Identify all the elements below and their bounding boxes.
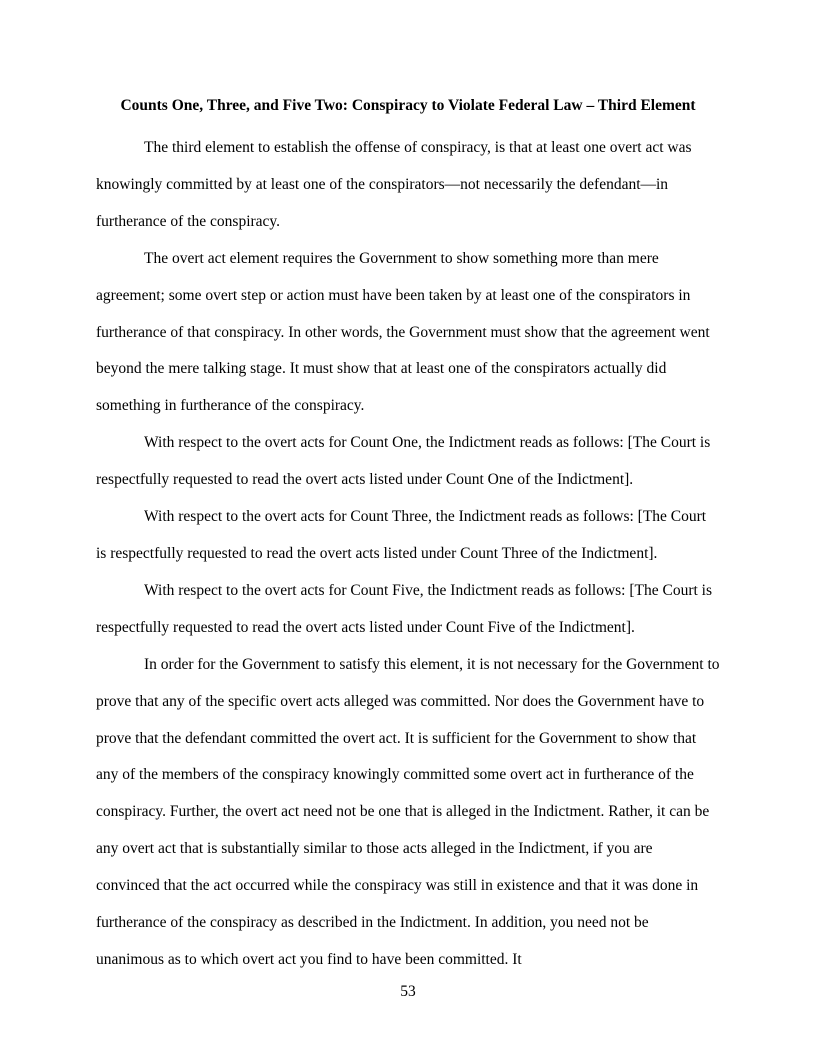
paragraph-count-three: With respect to the overt acts for Count Three, the Indictment reads as follows: [The Court is respectfully requested to read the overt acts listed under Count Three of the Indictment]. [96, 508, 707, 562]
section-heading: Counts One, Three, and Five Two: Conspiracy to Violate Federal Law – Third Element [120, 97, 696, 114]
paragraph-overt-act-requirement: The overt act element requires the Government to show something more than mere agreement; some overt step or action must have been taken by at least one of the conspirators in furtherance of that conspiracy. In other words, the Government must show that the agreement went beyond the mere talking stage. It must show that at least one of the conspirators actually did something in furtherance of the conspiracy. [96, 249, 710, 415]
paragraph-count-one: With respect to the overt acts for Count One, the Indictment reads as follows: [The Court is respectfully requested to read the overt acts listed under Count One of the Indictment]. [96, 434, 711, 489]
page-number: 53 [400, 983, 416, 1000]
paragraph-third-element: The third element to establish the offense of conspiracy, is that at least one overt act was knowingly committed by at least one of the conspirators—not necessarily the defendant—in furtherance of the conspiracy. [96, 139, 692, 230]
paragraph-count-five: With respect to the overt acts for Count Five, the Indictment reads as follows: [The Court is respectfully requested to read the overt acts listed under Count Five of the Indictment]. [96, 581, 713, 636]
body-text [96, 130, 720, 979]
paragraph-satisfy-element: In order for the Government to satisfy this element, it is not necessary for the Government to prove that any of the specific overt acts alleged was committed. Nor does the Government have to prove that the defendant committed the overt act. It is sufficient for the Government to show that any of the members of the conspiracy knowingly committed some overt act in furtherance of the conspiracy. Further, the overt act need not be one that is alleged in the Indictment. Rather, it can be any overt act that is substantially similar to those acts alleged in the Indictment, if you are convinced that the act occurred while the conspiracy was still in existence and that it was done in furtherance of the conspiracy as described in the Indictment. In addition, you need not be unanimous as to which overt act you find to have been committed. It [96, 655, 720, 968]
